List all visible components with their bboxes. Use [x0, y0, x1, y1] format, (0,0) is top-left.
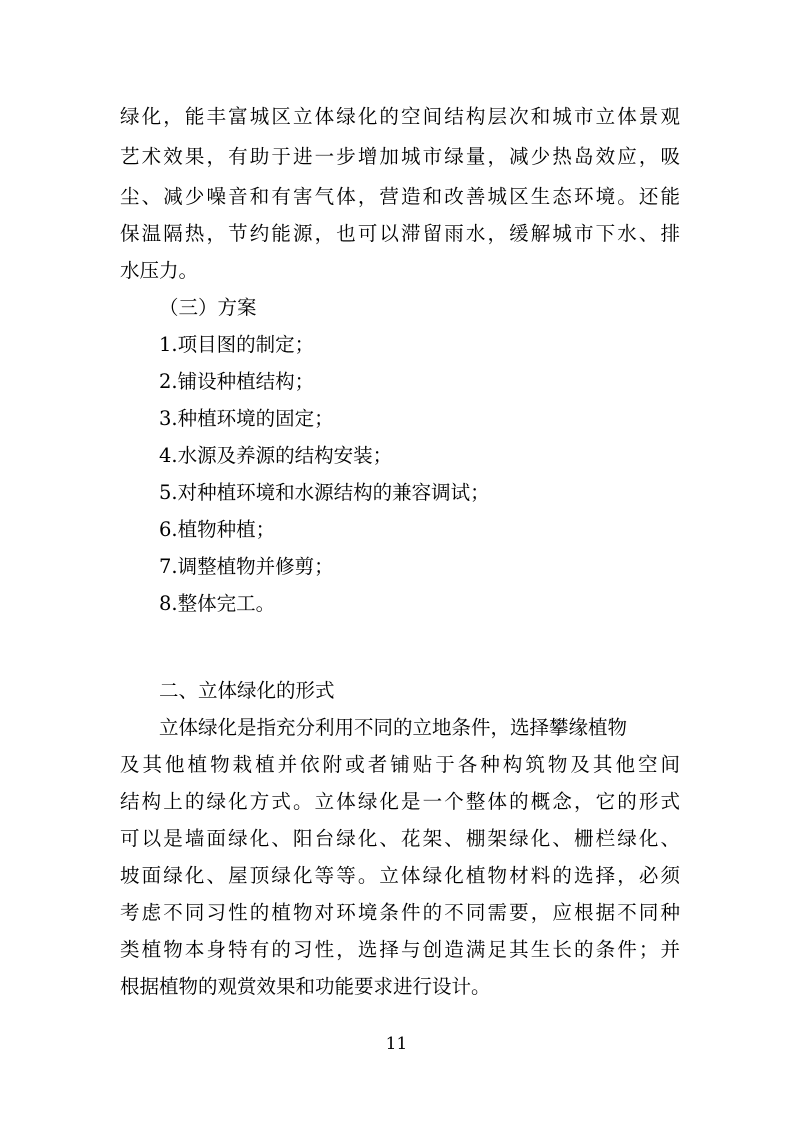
body-line: 立体绿化是指充分利用不同的立地条件，选择攀缘植物: [159, 716, 628, 739]
plan-step: 1.项目图的制定；: [159, 333, 315, 356]
plan-step: 8.整体完工。: [159, 592, 276, 615]
section-heading-plan: （三）方案: [159, 296, 257, 319]
intro-line: 尘、减少噪音和有害气体，营造和改善城区生态环境。还能: [120, 185, 680, 208]
plan-step: 4.水源及养源的结构安装；: [159, 444, 393, 467]
plan-step: 2.铺设种植结构；: [159, 370, 315, 393]
body-line: 可以是墙面绿化、阳台绿化、花架、棚架绿化、栅栏绿化、: [120, 827, 680, 850]
intro-line: 水压力。: [120, 259, 199, 282]
body-line: 坡面绿化、屋顶绿化等等。立体绿化植物材料的选择，必须: [120, 864, 680, 887]
body-line: 类植物本身特有的习性，选择与创造满足其生长的条件；并: [120, 938, 680, 961]
plan-step: 6.植物种植；: [159, 518, 276, 541]
intro-line: 绿化，能丰富城区立体绿化的空间结构层次和城市立体景观: [120, 105, 680, 128]
intro-line: 保温隔热，节约能源，也可以滞留雨水，缓解城市下水、排: [120, 222, 680, 245]
intro-line: 艺术效果，有助于进一步增加城市绿量，减少热岛效应，吸: [120, 145, 680, 168]
plan-step: 5.对种植环境和水源结构的兼容调试；: [159, 481, 490, 504]
body-line: 根据植物的观赏效果和功能要求进行设计。: [120, 975, 491, 998]
body-line: 考虑不同习性的植物对环境条件的不同需要，应根据不同种: [120, 901, 680, 924]
body-line: 及其他植物栽植并依附或者铺贴于各种构筑物及其他空间: [120, 753, 680, 776]
section-heading-forms: 二、立体绿化的形式: [159, 679, 335, 702]
page-number: 11: [385, 1034, 408, 1054]
plan-step: 3.种植环境的固定；: [159, 407, 334, 430]
body-line: 结构上的绿化方式。立体绿化是一个整体的概念，它的形式: [120, 790, 680, 813]
plan-step: 7.调整植物并修剪；: [159, 555, 334, 578]
